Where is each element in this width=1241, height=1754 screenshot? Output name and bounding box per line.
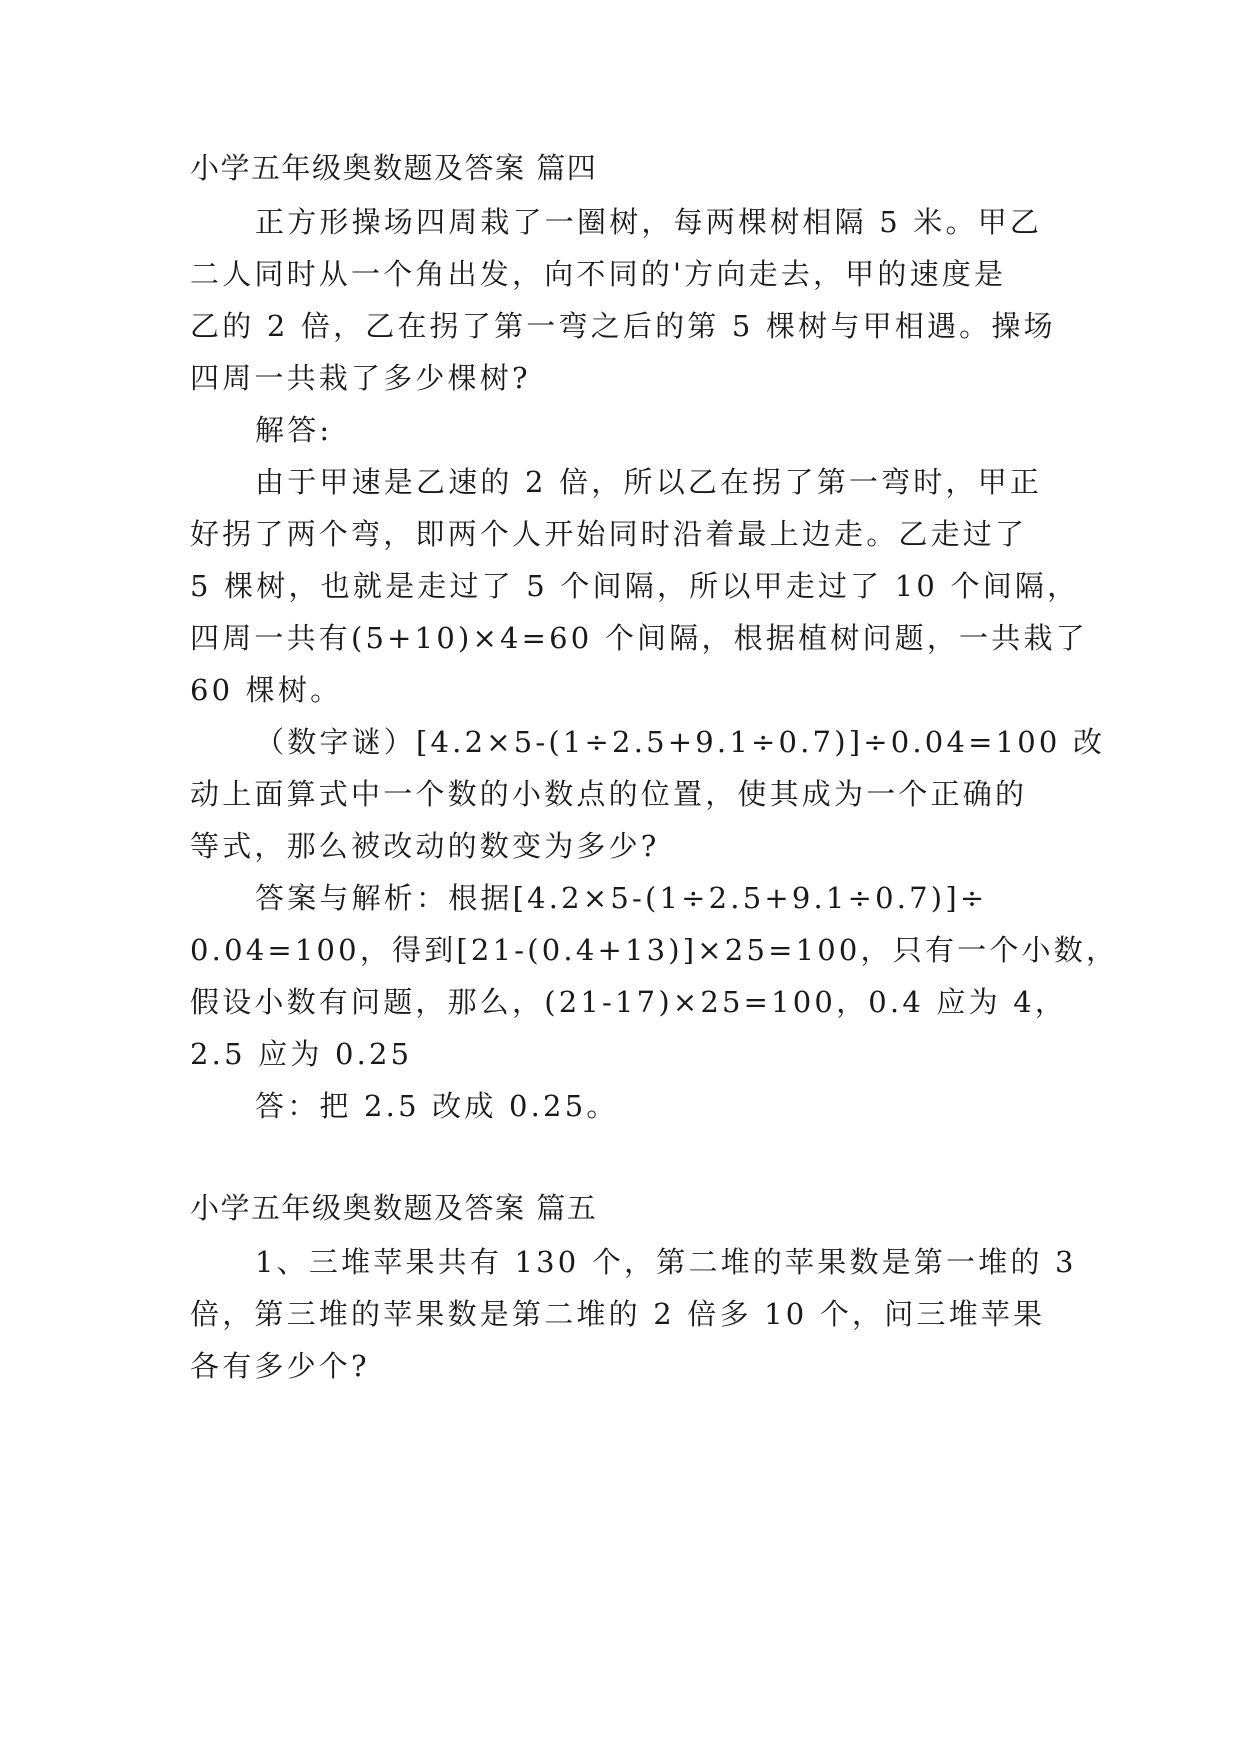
problem-2-line-3: 等式，那么被改动的数变为多少? bbox=[190, 829, 660, 863]
answer-1-line-1: 由于甲速是乙速的 2 倍，所以乙在拐了第一弯时，甲正 bbox=[255, 465, 1043, 499]
problem-1-line-4: 四周一共栽了多少棵树? bbox=[190, 361, 531, 395]
problem-1-line-1: 正方形操场四周栽了一圈树，每两棵树相隔 5 米。甲乙 bbox=[255, 205, 1043, 239]
answer-2-line-1: 答案与解析：根据[4.2×5-(1÷2.5+9.1÷0.7)]÷ bbox=[255, 881, 988, 915]
answer-1-line-3: 5 棵树，也就是走过了 5 个间隔，所以甲走过了 10 个间隔， bbox=[190, 569, 1080, 603]
answer-2-final: 答：把 2.5 改成 0.25。 bbox=[255, 1089, 619, 1123]
answer-2-line-4: 2.5 应为 0.25 bbox=[190, 1037, 413, 1071]
section-heading-4: 小学五年级奥数题及答案 篇四 bbox=[190, 151, 598, 185]
problem-1-line-3: 乙的 2 倍，乙在拐了第一弯之后的第 5 棵树与甲相遇。操场 bbox=[190, 309, 1056, 343]
problem-3-line-3: 各有多少个? bbox=[190, 1349, 370, 1383]
answer-label: 解答: bbox=[255, 413, 333, 447]
answer-1-line-2: 好拐了两个弯，即两个人开始同时沿着最上边走。乙走过了 bbox=[190, 517, 1028, 551]
problem-3-line-2: 倍，第三堆的苹果数是第二堆的 2 倍多 10 个，问三堆苹果 bbox=[190, 1297, 1046, 1331]
problem-1-line-2: 二人同时从一个角出发，向不同的'方向走去，甲的速度是 bbox=[190, 257, 1007, 291]
problem-2-line-1: （数字谜）[4.2×5-(1÷2.5+9.1÷0.7)]÷0.04=100 改 bbox=[255, 725, 1106, 759]
answer-2-line-2: 0.04=100，得到[21-(0.4+13)]×25=100，只有一个小数， bbox=[190, 933, 1119, 967]
section-heading-5: 小学五年级奥数题及答案 篇五 bbox=[190, 1191, 598, 1225]
answer-1-line-5: 60 棵树。 bbox=[190, 673, 343, 707]
answer-1-line-4: 四周一共有(5+10)×4=60 个间隔，根据植树问题，一共栽了 bbox=[190, 621, 1088, 655]
answer-2-line-3: 假设小数有问题，那么，(21-17)×25=100，0.4 应为 4， bbox=[190, 985, 1068, 1019]
problem-2-line-2: 动上面算式中一个数的小数点的位置，使其成为一个正确的 bbox=[190, 777, 1028, 811]
problem-3-line-1: 1、三堆苹果共有 130 个，第二堆的苹果数是第一堆的 3 bbox=[255, 1245, 1077, 1279]
